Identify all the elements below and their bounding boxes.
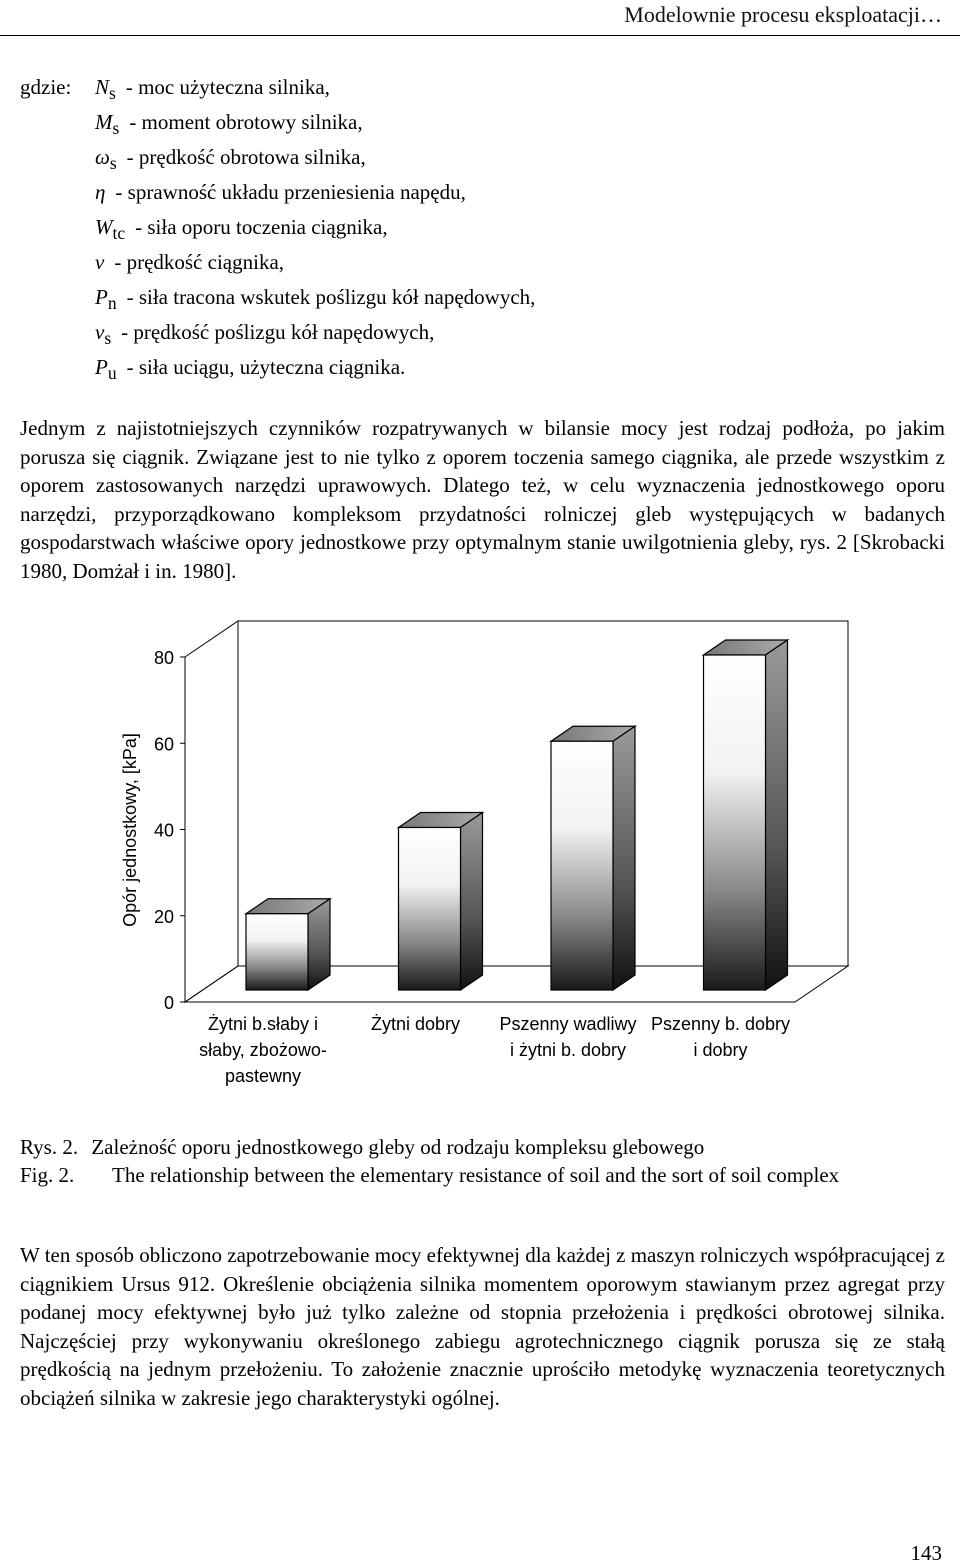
symbol: v — [95, 250, 105, 274]
symbol-subscript: s — [104, 328, 112, 349]
bar — [246, 914, 308, 990]
symbol: η — [95, 180, 106, 204]
bar-side — [308, 899, 330, 990]
header-rule — [0, 35, 960, 36]
bar — [704, 655, 766, 990]
bar-side — [766, 640, 788, 990]
y-tick-label: 0 — [163, 993, 174, 1013]
symbol-row — [95, 282, 535, 317]
symbol-description: - prędkość poślizgu kół napędowych, — [121, 320, 435, 344]
y-axis-label: Opór jednostkowy, [kPa] — [120, 733, 140, 927]
symbol-subscript: u — [107, 363, 117, 384]
symbol: W — [95, 215, 113, 239]
symbol-description: - prędkość ciągnika, — [114, 250, 285, 274]
x-category-label-line: Żytni b.słaby i — [207, 1014, 319, 1034]
symbol-row — [95, 247, 535, 282]
bar-chart — [0, 610, 960, 1100]
x-category-label-line: Pszenny wadliwy — [499, 1014, 637, 1034]
symbol-description: - prędkość obrotowa silnika, — [126, 145, 366, 169]
symbol-subscript: s — [109, 153, 117, 174]
figure-caption-pl — [20, 1133, 704, 1161]
y-tick-label: 80 — [153, 648, 174, 668]
symbol-description: - siła tracona wskutek poślizgu kół napędowych, — [126, 285, 536, 309]
symbol-description: - siła oporu toczenia ciągnika, — [135, 215, 388, 239]
bar — [399, 828, 461, 991]
symbol-subscript: s — [112, 118, 120, 139]
paragraph-intro: Jednym z najistotniejszych czynników rozpatrywanych w bilansie mocy jest rodzaj podłoża, po jakim porusza się ciągnik. Związane jest to nie tylko z oporem toczenia samego ciągnika, ale przede wszystkim z oporem zastosowanych narzędzi uprawowych. Dlatego też, w celu wyznaczenia jednostkowego oporu narzędzi, przyporządkowano kompleksom przydatności rolniczej gleb występujących w badanych gospodarstwach właściwe opory jednostkowe przy optymalnym stanie uwilgotnienia gleby, rys. 2 [Skrobacki 1980, Domżał i in. 1980]. — [20, 416, 945, 583]
where-label: gdzie: — [20, 75, 72, 99]
bar-side — [613, 726, 635, 990]
symbol-row — [95, 72, 535, 107]
symbol: v — [95, 320, 105, 344]
symbol-row — [95, 177, 535, 212]
bar — [551, 741, 613, 990]
symbol-row — [95, 352, 535, 387]
x-category-label-line: pastewny — [224, 1066, 302, 1086]
symbol: ω — [95, 145, 110, 169]
caption-pl-label: Rys. 2. — [20, 1135, 79, 1159]
chart-side-wall — [185, 621, 238, 1002]
caption-en-label: Fig. 2. — [20, 1163, 75, 1187]
symbol: P — [95, 355, 108, 379]
symbol-subscript: s — [109, 83, 116, 104]
x-category-label-line: Żytni dobry — [370, 1014, 461, 1034]
symbol-row — [95, 142, 535, 177]
symbol-subscript: tc — [112, 223, 126, 244]
caption-pl-text: Zależność oporu jednostkowego gleby od rodzaju kompleksu glebowego — [91, 1135, 705, 1159]
y-tick-label: 40 — [153, 820, 174, 841]
symbol-description: - moment obrotowy silnika, — [129, 110, 363, 134]
y-tick-label: 60 — [153, 734, 174, 755]
x-category-label — [651, 1014, 790, 1060]
running-head: Modelownie procesu eksploatacji… — [624, 2, 942, 27]
x-category-label — [499, 1014, 636, 1060]
x-category-label — [371, 1014, 460, 1034]
bar-side — [461, 813, 483, 991]
caption-en-text: The relationship between the elementary resistance of soil and the sort of soil complex — [112, 1163, 840, 1187]
page-number: 143 — [910, 1541, 942, 1565]
x-category-label-line: słaby, zbożowo- — [199, 1040, 327, 1060]
symbol: N — [95, 75, 110, 99]
y-tick-label: 20 — [153, 906, 174, 927]
x-category-label-line: Pszenny b. dobry — [650, 1014, 791, 1034]
symbol: M — [95, 110, 113, 134]
symbol-definitions — [95, 72, 535, 387]
x-category-label — [199, 1014, 327, 1086]
symbol-description: - sprawność układu przeniesienia napędu, — [115, 180, 466, 204]
symbol-subscript: n — [107, 293, 117, 314]
symbol-description: - moc użyteczna silnika, — [125, 75, 330, 99]
paragraph-conclusion: W ten sposób obliczono zapotrzebowanie mocy efektywnej dla każdej z maszyn rolniczych współpracującej z ciągnikiem Ursus 912. Określenie obciążenia silnika momentem oporowym stawianym przez agregat przy podanej mocy efektywnej było już tylko zależne od stopnia przełożenia i prędkości obrotowej silnika. Najczęściej przy wykonywaniu określonego zabiegu agrotechnicznego ciągnik porusza się ze stałą prędkością na jednym przełożeniu. To założenie znacznie uprościło metodykę wyznaczenia teoretycznych obciążeń silnika w zakresie jego charakterystyki ogólnej. — [20, 1243, 946, 1410]
chart-bars — [246, 640, 788, 990]
x-category-label-line: i dobry — [693, 1040, 748, 1060]
symbol-row — [95, 107, 535, 142]
symbol-row — [95, 212, 535, 247]
symbol-description: - siła uciągu, użyteczna ciągnika. — [126, 355, 406, 379]
symbol-row — [95, 317, 535, 352]
x-category-label-line: i żytni b. dobry — [509, 1040, 627, 1060]
symbol: P — [95, 285, 108, 309]
